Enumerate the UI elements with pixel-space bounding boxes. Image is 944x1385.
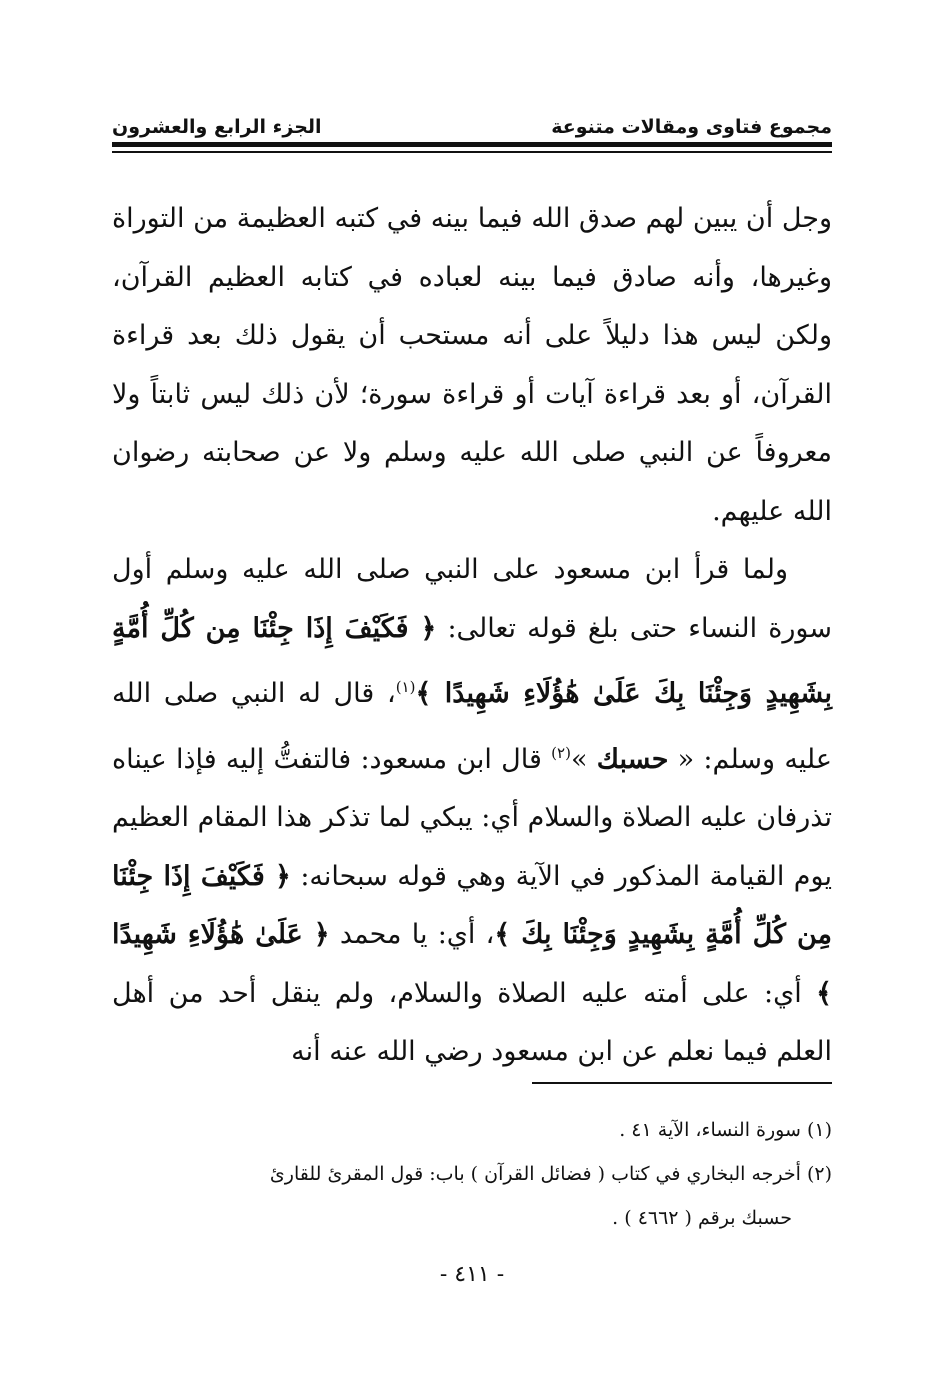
- header-rule-thick: [112, 142, 832, 147]
- quran-verse-2: ﴿ فَكَيْفَ إِذَا جِئْنَا مِن كُلِّ أُمَّةٍ بِشَهِيدٍ وَجِئْنَا بِكَ ﴾: [112, 860, 832, 950]
- header-rule-thin: [112, 151, 832, 153]
- page-number: - ٤١١ -: [439, 1262, 505, 1287]
- paragraph-2-text-d: قال ابن مسعود: فالتفتُّ إليه فإذا عيناه تذرفان عليه الصلاة والسلام أي: يبكي لما تذكر هذا المقام العظيم يوم القيامة المذكور في الآية وهي قوله سبحانه:: [112, 743, 832, 892]
- quran-verse-1: ﴿ فَكَيْفَ إِذَا جِئْنَا مِن كُلِّ أُمَّةٍ بِشَهِيدٍ وَجِئْنَا بِكَ عَلَىٰ هَٰؤُلَاءِ شَهِيدًا ﴾: [112, 612, 832, 709]
- footnote-ref-2: (٢): [551, 743, 571, 762]
- paragraph-2-text-e: ، أي: يا محمد: [329, 919, 495, 950]
- paragraph-2-text-c: »: [570, 743, 597, 775]
- paragraph-2-text-f: أي: على أمته عليه الصلاة والسلام، ولم ينقل أحد من أهل العلم فيما نعلم عن ابن مسعود رضي الله عنه أنه: [112, 977, 832, 1067]
- footnote-2-line-1: (٢) أخرجه البخاري في كتاب ( فضائل القرآن ) باب: قول المقرئ للقارئ: [269, 1163, 832, 1185]
- footnote-2-line-2: حسبك برقم ( ٤٦٦٢ ) .: [612, 1207, 792, 1229]
- footnote-separator: [532, 1082, 832, 1084]
- quran-verse-3: ﴿ عَلَىٰ هَٰؤُلَاءِ شَهِيدًا ﴾: [112, 919, 832, 1009]
- paragraph-2-text-b: ، قال له النبي صلى الله عليه وسلم: «: [112, 678, 832, 775]
- running-header: [112, 108, 832, 138]
- hadith-quote: حسبك: [596, 743, 669, 775]
- footnote-1: (١) سورة النساء، الآية ٤١ .: [619, 1119, 832, 1141]
- paragraph-2: [112, 541, 832, 1082]
- main-text: [112, 190, 832, 1082]
- paragraph-1: وجل أن يبين لهم صدق الله فيما بينه في كتبه العظيمة من التوراة وغيرها، وأنه صادق فيما بينه لعباده في كتابه العظيم القرآن، ولكن ليس هذا دليلاً على أنه مستحب أن يقول ذلك بعد قراءة القرآن، أو بعد قراءة آيات أو قراءة سورة؛ لأن ذلك ليس ثابتاً ولا معروفاً عن النبي صلى الله عليه وسلم ولا عن صحابته رضوان الله عليهم.: [112, 203, 832, 527]
- volume-label: الجزء الرابع والعشرون: [112, 116, 322, 138]
- footnotes: [112, 1108, 832, 1240]
- book-title: مجموع فتاوى ومقالات متنوعة: [551, 116, 832, 138]
- footnote-ref-1: (١): [395, 678, 416, 696]
- paragraph-2-text-a: ولما قرأ ابن مسعود على النبي صلى الله عليه وسلم أول سورة النساء حتى بلغ قوله تعالى:: [112, 554, 832, 644]
